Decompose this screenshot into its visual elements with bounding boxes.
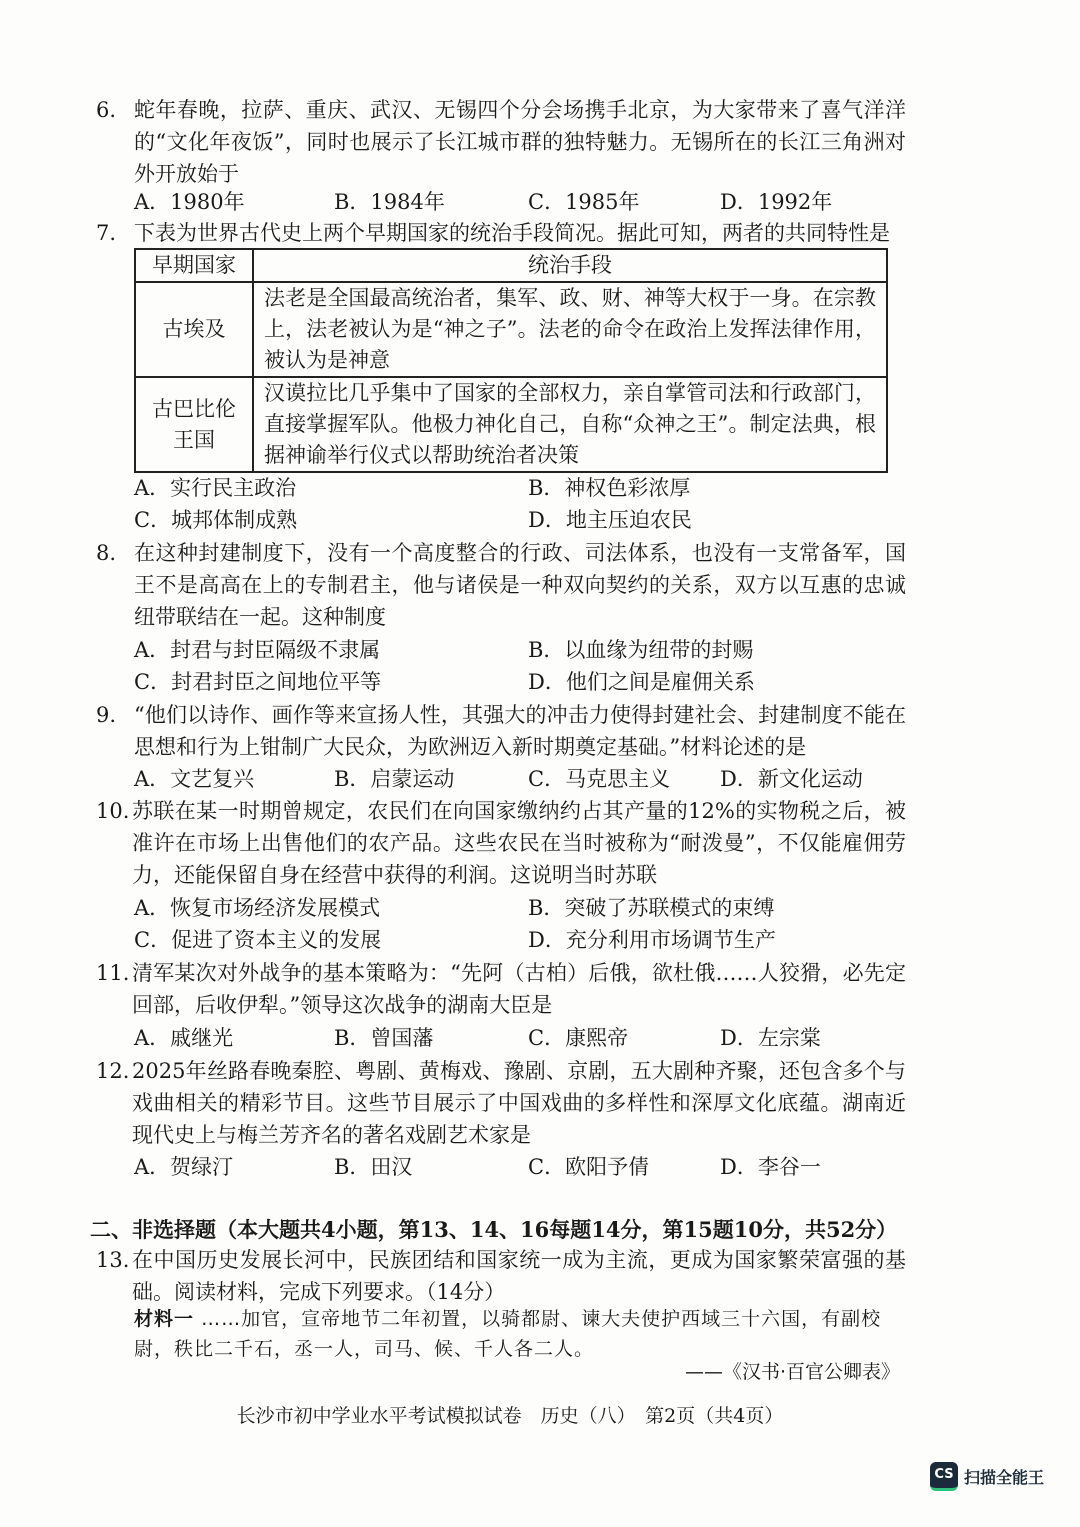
comparison-table (134, 248, 888, 473)
option-b: B．突破了苏联模式的束缚 (528, 896, 775, 920)
header-state: 早期国家 (135, 249, 253, 282)
question-11 (96, 957, 906, 1021)
option-d: D．充分利用市场调节生产 (528, 928, 776, 952)
page-footer: 长沙市初中学业水平考试模拟试卷 历史（八） 第2页（共4页） (236, 1405, 784, 1427)
state-cell: 古埃及 (135, 282, 253, 377)
state-cell: 古巴比伦王国 (135, 377, 253, 472)
question-stem: 下表为世界古代史上两个早期国家的统治手段简况。据此可知，两者的共同特性是 (134, 221, 890, 245)
means-cell: 法老是全国最高统治者，集军、政、财、神等大权于一身。在宗教上，法老被认为是“神之子”。法老的命令在政治上发挥法律作用，被认为是神意 (253, 282, 887, 377)
option-c: C．封君封臣之间地位平等 (134, 670, 382, 694)
question-7 (96, 217, 906, 249)
option-b: B．1984年 (334, 190, 445, 214)
question-6 (96, 94, 906, 190)
question-13 (96, 1244, 906, 1308)
question-stem: “他们以诗作、画作等来宣扬人性，其强大的冲击力使得封建社会、封建制度不能在思想和行为上钳制广大民众，为欧洲迈入新时期奠定基础。”材料论述的是 (134, 703, 906, 759)
options-q8 (134, 634, 914, 698)
option-c: C．欧阳予倩 (528, 1155, 650, 1179)
option-d: D．新文化运动 (720, 767, 863, 791)
question-8 (96, 537, 906, 633)
option-b: B．曾国藩 (334, 1026, 434, 1050)
question-stem: 蛇年春晚，拉萨、重庆、武汉、无锡四个分会场携手北京，为大家带来了喜气洋洋的“文化年夜饭”，同时也展示了长江城市群的独特魅力。无锡所在的长江三角洲对外开放始于 (134, 98, 906, 186)
table-row (135, 377, 887, 472)
material-source: ——《汉书·百官公卿表》 (684, 1361, 900, 1383)
option-b: B．启蒙运动 (334, 767, 455, 791)
option-d: D．左宗棠 (720, 1026, 821, 1050)
option-a: A．1980年 (134, 190, 245, 214)
table-header-row (135, 249, 887, 282)
question-10 (96, 795, 906, 891)
option-c: C．康熙帝 (528, 1026, 629, 1050)
option-a: A．封君与封臣隔级不隶属 (134, 638, 381, 662)
material-text: ……加官，宣帝地节二年初置，以骑都尉、谏大夫使护西域三十六国，有副校尉，秩比二千石，丞一人，司马、候、千人各二人。 (134, 1308, 882, 1360)
scanner-watermark (930, 1460, 1044, 1492)
options-q6 (134, 186, 914, 218)
question-stem: 2025年丝路春晚秦腔、粤剧、黄梅戏、豫剧、京剧，五大剧种齐聚，还包含多个与戏曲相关的精彩节目。这些节目展示了中国戏曲的多样性和深厚文化底蕴。湖南近现代史上与梅兰芳齐名的著名戏剧艺术家是 (132, 1059, 906, 1147)
option-a: A．贺绿汀 (134, 1155, 234, 1179)
options-q9 (134, 763, 914, 795)
option-a: A．文艺复兴 (134, 767, 255, 791)
question-stem: 在中国历史发展长河中，民族团结和国家统一成为主流，更成为国家繁荣富强的基础。阅读材料，完成下列要求。（14分） (132, 1248, 906, 1304)
header-means: 统治手段 (253, 249, 887, 282)
option-c: C．1985年 (528, 190, 640, 214)
option-a: A．恢复市场经济发展模式 (134, 896, 381, 920)
question-number: 10. (96, 799, 130, 823)
option-b: B．田汉 (334, 1155, 413, 1179)
options-q7 (134, 472, 914, 536)
options-q10 (134, 892, 914, 956)
question-12 (96, 1055, 906, 1151)
question-stem: 清军某次对外战争的基本策略为：“先阿（古柏）后俄，欲杜俄……人狡猾，必先定回部，后收伊犁。”领导这次战争的湖南大臣是 (132, 961, 906, 1017)
option-a: A．实行民主政治 (134, 476, 297, 500)
question-stem: 在这种封建制度下，没有一个高度整合的行政、司法体系，也没有一支常备军，国王不是高高在上的专制君主，他与诸侯是一种双向契约的关系，双方以互惠的忠诚纽带联结在一起。这种制度 (134, 541, 906, 629)
option-c: C．马克思主义 (528, 767, 671, 791)
option-d: D．李谷一 (720, 1155, 821, 1179)
option-d: D．1992年 (720, 190, 833, 214)
question-number: 6. (96, 98, 117, 122)
option-c: C．促进了资本主义的发展 (134, 928, 382, 952)
option-b: B．以血缘为纽带的封赐 (528, 638, 754, 662)
question-number: 13. (96, 1248, 130, 1272)
option-b: B．神权色彩浓厚 (528, 476, 691, 500)
material-1 (134, 1304, 904, 1364)
section-2-title: 二、非选择题（本大题共4小题，第13、14、16每题14分，第15题10分，共52分） (90, 1217, 898, 1242)
question-number: 11. (96, 961, 130, 985)
option-d: D．他们之间是雇佣关系 (528, 670, 755, 694)
option-a: A．戚继光 (134, 1026, 234, 1050)
option-c: C．城邦体制成熟 (134, 508, 298, 532)
means-cell: 汉谟拉比几乎集中了国家的全部权力，亲自掌管司法和行政部门，直接掌握军队。他极力神化自己，自称“众神之王”。制定法典，根据神谕举行仪式以帮助统治者决策 (253, 377, 887, 472)
material-label: 材料一 (134, 1308, 195, 1330)
question-stem: 苏联在某一时期曾规定，农民们在向国家缴纳约占其产量的12%的实物税之后，被准许在市场上出售他们的农产品。这些农民在当时被称为“耐泼曼”，不仅能雇佣劳力，还能保留自身在经营中获得的利润。这说明当时苏联 (132, 799, 906, 887)
options-q12 (134, 1151, 914, 1183)
table-row (135, 282, 887, 377)
question-number: 9. (96, 703, 117, 727)
question-9 (96, 699, 906, 763)
question-number: 12. (96, 1059, 130, 1083)
scanner-app-name: 扫描全能王 (964, 1467, 1045, 1487)
options-q11 (134, 1022, 914, 1054)
question-number: 7. (96, 221, 117, 245)
option-d: D．地主压迫农民 (528, 508, 692, 532)
camscanner-logo-icon: CS (930, 1462, 958, 1491)
question-number: 8. (96, 541, 117, 565)
